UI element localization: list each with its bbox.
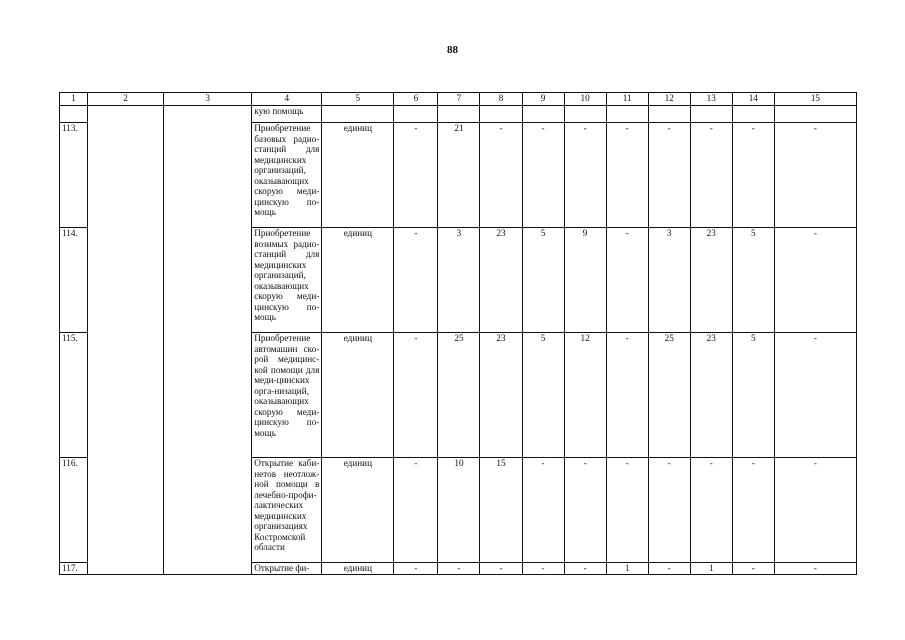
cell-col3 bbox=[164, 106, 252, 575]
column-number-8: 8 bbox=[480, 93, 522, 106]
row-value-col11: 1 bbox=[606, 563, 648, 575]
row-value-col14: - bbox=[732, 458, 774, 563]
row-unit: единиц bbox=[322, 333, 394, 458]
column-number-5: 5 bbox=[322, 93, 394, 106]
cell-col11 bbox=[606, 106, 648, 123]
row-value-col15: - bbox=[774, 228, 856, 333]
cell-col9 bbox=[522, 106, 564, 123]
row-value-col14: 5 bbox=[732, 228, 774, 333]
column-number-1: 1 bbox=[60, 93, 88, 106]
column-number-7: 7 bbox=[438, 93, 480, 106]
cell-col10 bbox=[564, 106, 606, 123]
row-number: 117. bbox=[60, 563, 88, 575]
row-value-col8: - bbox=[480, 563, 522, 575]
row-name: Приобретение автомашин ско-рой медицинс-кой помощи для меди-цинских орга-низаций, оказывающих скорую меди-цинскую по-мощь bbox=[252, 333, 322, 458]
cell-col14 bbox=[732, 106, 774, 123]
row-name: Приобретение базовых радио-станций для медицинских организаций, оказывающих скорую меди-цинскую по-мощь bbox=[252, 123, 322, 228]
row-value-col9: - bbox=[522, 458, 564, 563]
row-value-col7: - bbox=[438, 563, 480, 575]
row-value-col10: 12 bbox=[564, 333, 606, 458]
cell-col12 bbox=[648, 106, 690, 123]
row-value-col11: - bbox=[606, 458, 648, 563]
cell-col7 bbox=[438, 106, 480, 123]
column-number-6: 6 bbox=[394, 93, 438, 106]
row-value-col6: - bbox=[394, 123, 438, 228]
row-value-col12: - bbox=[648, 458, 690, 563]
column-number-12: 12 bbox=[648, 93, 690, 106]
row-value-col13: 23 bbox=[690, 228, 732, 333]
row-value-col14: - bbox=[732, 563, 774, 575]
row-value-col6: - bbox=[394, 333, 438, 458]
row-value-col10: - bbox=[564, 458, 606, 563]
column-number-2: 2 bbox=[88, 93, 164, 106]
column-number-9: 9 bbox=[522, 93, 564, 106]
cell-col2 bbox=[88, 106, 164, 575]
column-number-10: 10 bbox=[564, 93, 606, 106]
row-value-col14: - bbox=[732, 123, 774, 228]
continuation-row bbox=[60, 106, 857, 123]
data-table bbox=[59, 92, 857, 575]
column-number-11: 11 bbox=[606, 93, 648, 106]
row-value-col6: - bbox=[394, 563, 438, 575]
column-number-4: 4 bbox=[252, 93, 322, 106]
row-name: Открытие фи- bbox=[252, 563, 322, 575]
row-number: 115. bbox=[60, 333, 88, 458]
continuation-text: кую помощь bbox=[252, 106, 322, 123]
cell-col15 bbox=[774, 106, 856, 123]
row-value-col9: 5 bbox=[522, 228, 564, 333]
row-value-col13: - bbox=[690, 123, 732, 228]
row-value-col7: 10 bbox=[438, 458, 480, 563]
row-value-col9: - bbox=[522, 563, 564, 575]
cell-col5 bbox=[322, 106, 394, 123]
row-value-col15: - bbox=[774, 123, 856, 228]
row-value-col15: - bbox=[774, 563, 856, 575]
row-unit: единиц bbox=[322, 458, 394, 563]
row-number: 116. bbox=[60, 458, 88, 563]
row-value-col7: 3 bbox=[438, 228, 480, 333]
row-value-col9: 5 bbox=[522, 333, 564, 458]
row-value-col8: 15 bbox=[480, 458, 522, 563]
row-value-col15: - bbox=[774, 333, 856, 458]
column-number-14: 14 bbox=[732, 93, 774, 106]
row-unit: единиц bbox=[322, 228, 394, 333]
row-value-col9: - bbox=[522, 123, 564, 228]
row-value-col10: - bbox=[564, 123, 606, 228]
row-name: Приобретение возимых радио-станций для медицинских организаций, оказывающих скорую меди-цинскую по-мощь bbox=[252, 228, 322, 333]
column-number-13: 13 bbox=[690, 93, 732, 106]
row-value-col8: 23 bbox=[480, 333, 522, 458]
row-value-col13: 23 bbox=[690, 333, 732, 458]
row-value-col13: 1 bbox=[690, 563, 732, 575]
row-value-col11: - bbox=[606, 123, 648, 228]
cell-col1 bbox=[60, 106, 88, 123]
column-number-15: 15 bbox=[774, 93, 856, 106]
row-value-col6: - bbox=[394, 458, 438, 563]
row-value-col11: - bbox=[606, 228, 648, 333]
row-value-col12: - bbox=[648, 123, 690, 228]
column-number-3: 3 bbox=[164, 93, 252, 106]
row-unit: единиц bbox=[322, 563, 394, 575]
row-value-col6: - bbox=[394, 228, 438, 333]
row-value-col14: 5 bbox=[732, 333, 774, 458]
row-name: Открытие каби-нетов неотлож-ной помощи в лечебно-профи-лактических медицинских организациях Костромской области bbox=[252, 458, 322, 563]
row-value-col12: 3 bbox=[648, 228, 690, 333]
cell-col6 bbox=[394, 106, 438, 123]
row-number: 113. bbox=[60, 123, 88, 228]
cell-col8 bbox=[480, 106, 522, 123]
row-value-col8: - bbox=[480, 123, 522, 228]
row-value-col15: - bbox=[774, 458, 856, 563]
row-value-col10: 9 bbox=[564, 228, 606, 333]
page-number: 88 bbox=[447, 44, 458, 56]
column-number-row bbox=[60, 93, 857, 106]
row-value-col10: - bbox=[564, 563, 606, 575]
row-value-col11: - bbox=[606, 333, 648, 458]
row-value-col12: - bbox=[648, 563, 690, 575]
row-value-col13: - bbox=[690, 458, 732, 563]
cell-col13 bbox=[690, 106, 732, 123]
row-value-col12: 25 bbox=[648, 333, 690, 458]
row-number: 114. bbox=[60, 228, 88, 333]
row-value-col7: 25 bbox=[438, 333, 480, 458]
row-value-col7: 21 bbox=[438, 123, 480, 228]
row-value-col8: 23 bbox=[480, 228, 522, 333]
row-unit: единиц bbox=[322, 123, 394, 228]
